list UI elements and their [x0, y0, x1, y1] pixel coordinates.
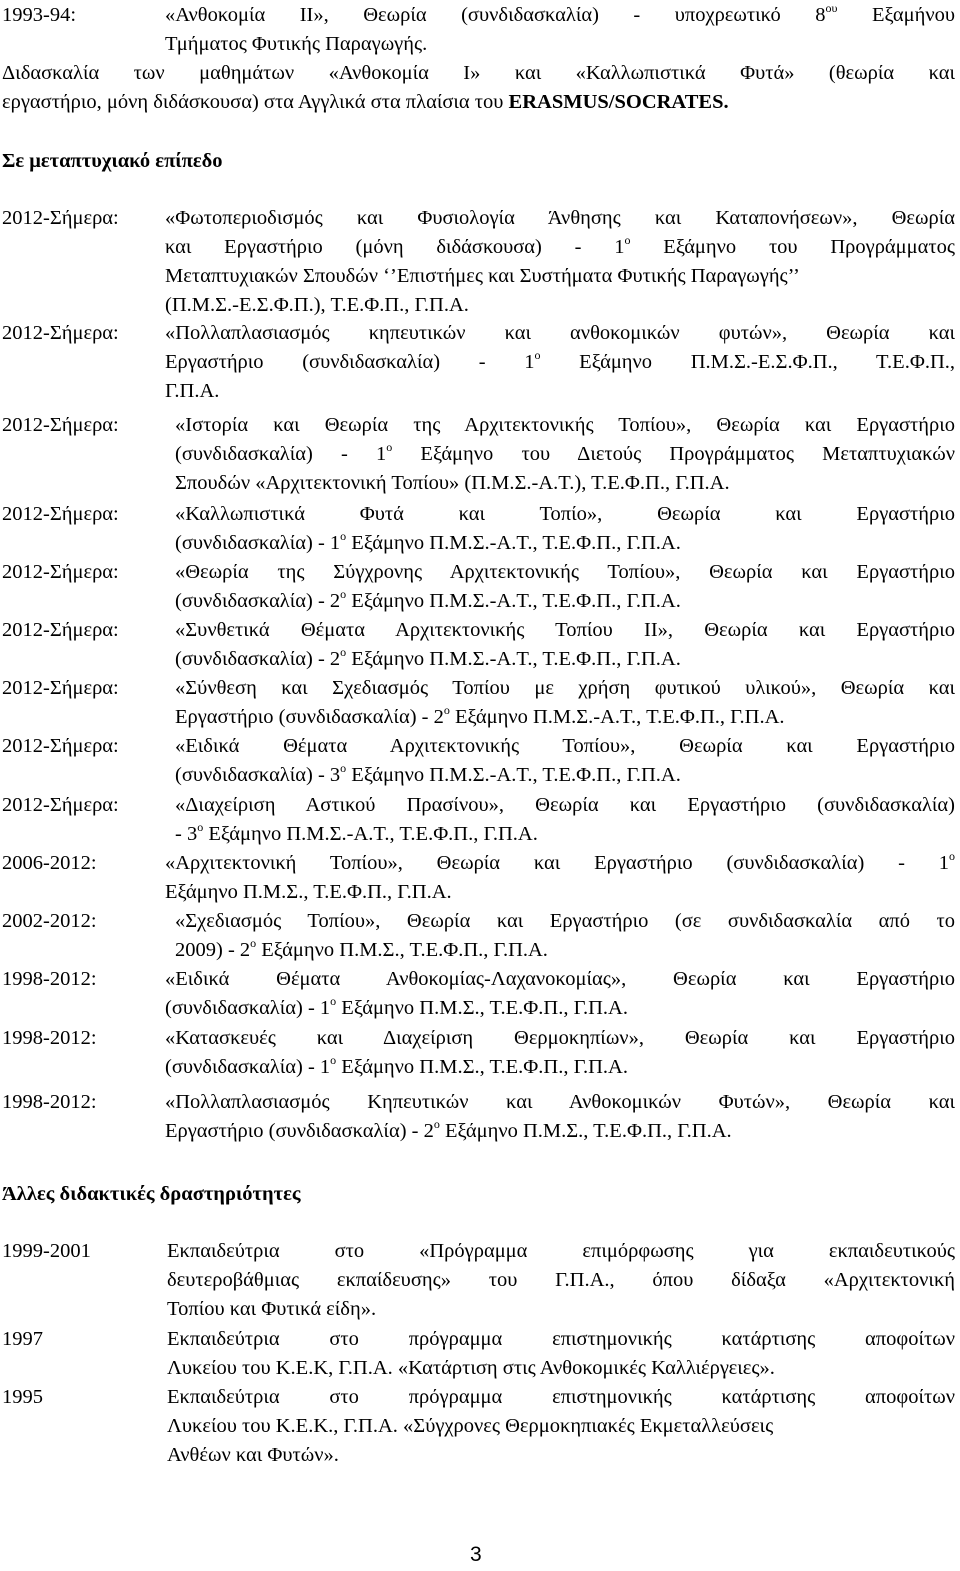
- entry-text-line: δευτεροβάθμιας εκπαίδευσης» του Γ.Π.Α., όπου δίδαξα «Αρχιτεκτονική: [167, 1269, 955, 1291]
- entry-label: 2012-Σήμερα:: [2, 561, 119, 583]
- entry-text-line: «Ιστορία και Θεωρία της Αρχιτεκτονικής Τοπίου», Θεωρία και Εργαστήριο: [175, 414, 955, 436]
- entry-text-line: $(\sigma\upsilon\nu\delta\iota\delta\alpha\sigma\kappa\alpha\lambda ί\alpha) - 1^o$ Εξάμηνο Π.Μ.Σ.-Α.Τ., Τ.Ε.Φ.Π., Γ.Π.Α.: [175, 529, 681, 554]
- entry-text-line: «Σχεδιασμός Τοπίου», Θεωρία και Εργαστήριο (σε συνδιδασκαλία από το: [175, 910, 955, 932]
- entry-text-line: Εκπαιδεύτρια στο πρόγραμμα επιστημονικής κατάρτισης αποφοίτων: [167, 1328, 955, 1350]
- entry-text-line: «Αρχιτεκτονική Τοπίου», Θεωρία και Εργαστήριο $(\sigma\upsilon\nu\delta\iota\delta\alpha\sigma\kappa\alpha\lambda ί\alpha) - 1^o$: [165, 849, 955, 874]
- entry-text-line: Εκπαιδεύτρια στο «Πρόγραμμα επιμόρφωσης για εκπαιδευτικούς: [167, 1240, 955, 1262]
- entry-label: 1998-2012:: [2, 1091, 97, 1113]
- entry-text-line: $(\sigma\upsilon\nu\delta\iota\delta\alpha\sigma\kappa\alpha\lambda ί\alpha) - 2^o$ Εξάμηνο Π.Μ.Σ.-Α.Τ., Τ.Ε.Φ.Π., Γ.Π.Α.: [175, 587, 681, 612]
- entry-label: 2006-2012:: [2, 852, 97, 874]
- entry-text-line: $(\sigma\upsilon\nu\delta\iota\delta\alpha\sigma\kappa\alpha\lambda ί\alpha) - 1^o$ Εξάμηνο του Διετούς Προγράμματος Μεταπτυχιακών: [175, 440, 955, 465]
- entry-text-line: «Συνθετικά Θέματα Αρχιτεκτονικής Τοπίου ΙΙ», Θεωρία και Εργαστήριο: [175, 619, 955, 641]
- entry-text-line: «Κατασκευές και Διαχείριση Θερμοκηπίων», Θεωρία και Εργαστήριο: [165, 1027, 955, 1049]
- entry-text-line: $(\sigma\upsilon\nu\delta\iota\delta\alpha\sigma\kappa\alpha\lambda ί\alpha) - 1^o$ Εξάμηνο Π.Μ.Σ., Τ.Ε.Φ.Π., Γ.Π.Α.: [165, 994, 628, 1019]
- entry-text-line: (Π.Μ.Σ.-Ε.Σ.Φ.Π.), Τ.Ε.Φ.Π., Γ.Π.Α.: [165, 294, 469, 316]
- entry-label: 1995: [2, 1386, 43, 1408]
- entry-label: 2012-Σήμερα:: [2, 619, 119, 641]
- entry-label: 1999-2001: [2, 1240, 91, 1262]
- entry-text-line: «Καλλωπιστικά Φυτά και Τοπίο», Θεωρία και Εργαστήριο: [175, 503, 955, 525]
- entry-text-line: Μεταπτυχιακών Σπουδών ‘’Επιστήμες και Συστήματα Φυτικής Παραγωγής’’: [165, 265, 800, 287]
- entry-text-line: $(\sigma\upsilon\nu\delta\iota\delta\alpha\sigma\kappa\alpha\lambda ί\alpha) - 3^o$ Εξάμηνο Π.Μ.Σ.-Α.Τ., Τ.Ε.Φ.Π., Γ.Π.Α.: [175, 761, 681, 786]
- entry-text-line: Εκπαιδεύτρια στο πρόγραμμα επιστημονικής κατάρτισης αποφοίτων: [167, 1386, 955, 1408]
- entry-text-line: $(\sigma\upsilon\nu\delta\iota\delta\alpha\sigma\kappa\alpha\lambda ί\alpha) - 2^o$ Εξάμηνο Π.Μ.Σ.-Α.Τ., Τ.Ε.Φ.Π., Γ.Π.Α.: [175, 645, 681, 670]
- entry-text-line: «Πολλαπλασιασμός Κηπευτικών και Ανθοκομικών Φυτών», Θεωρία και: [165, 1091, 955, 1113]
- entry-label: 1993-94:: [2, 4, 77, 26]
- entry-text-line: - $3^o$ Εξάμηνο Π.Μ.Σ.-Α.Τ., Τ.Ε.Φ.Π., Γ.Π.Α.: [175, 820, 538, 845]
- entry-label: 2012-Σήμερα:: [2, 207, 119, 229]
- page-number: 3: [470, 1543, 482, 1566]
- entry-text-line: Γ.Π.Α.: [165, 380, 220, 402]
- section-heading-postgraduate: Σε μεταπτυχιακό επίπεδο: [2, 150, 223, 172]
- entry-text-line: Εργαστήριο $(\sigma\upsilon\nu\delta\iota\delta\alpha\sigma\kappa\alpha\lambda ί\alpha) - 1^o$ Εξάμηνο Π.Μ.Σ.-Ε.Σ.Φ.Π., Τ.Ε.Φ.Π.,: [165, 348, 955, 373]
- entry-label: 1998-2012:: [2, 1027, 97, 1049]
- entry-label: 1997: [2, 1328, 43, 1350]
- entry-text-line: $2009) - 2^o$ Εξάμηνο Π.Μ.Σ., Τ.Ε.Φ.Π., Γ.Π.Α.: [175, 936, 548, 961]
- entry-text-line: «Φωτοπεριοδισμός και Φυσιολογία Άνθησης και Καταπονήσεων», Θεωρία: [165, 207, 955, 229]
- entry-label: 2012-Σήμερα:: [2, 322, 119, 344]
- entry-text-line: Τμήματος Φυτικής Παραγωγής.: [165, 33, 428, 55]
- entry-text-line: Σπουδών «Αρχιτεκτονική Τοπίου» (Π.Μ.Σ.-Α.Τ.), Τ.Ε.Φ.Π., Γ.Π.Α.: [175, 472, 730, 494]
- entry-text-line: εργαστήριο, μόνη διδάσκουσα) στα Αγγλικά στα πλαίσια του ERASMUS/SOCRATES.: [2, 91, 729, 113]
- entry-text-line: Εργαστήριο $(\sigma\upsilon\nu\delta\iota\delta\alpha\sigma\kappa\alpha\lambda ί\alpha) - 2^o$ Εξάμηνο Π.Μ.Σ.-Α.Τ., Τ.Ε.Φ.Π., Γ.Π.Α.: [175, 703, 785, 728]
- entry-label: 2012-Σήμερα:: [2, 794, 119, 816]
- entry-text-line: «Θεωρία της Σύγχρονης Αρχιτεκτονικής Τοπίου», Θεωρία και Εργαστήριο: [175, 561, 955, 583]
- entry-label: 2012-Σήμερα:: [2, 735, 119, 757]
- entry-text-line: Λυκείου του Κ.Ε.Κ, Γ.Π.Α. «Κατάρτιση στις Ανθοκομικές Καλλιέργειες».: [167, 1357, 775, 1379]
- entry-text-line: Εξάμηνο Π.Μ.Σ., Τ.Ε.Φ.Π., Γ.Π.Α.: [165, 881, 452, 903]
- entry-label: 1998-2012:: [2, 968, 97, 990]
- entry-label: 2002-2012:: [2, 910, 97, 932]
- entry-text-line: «Σύνθεση και Σχεδιασμός Τοπίου με χρήση φυτικού υλικού», Θεωρία και: [175, 677, 955, 699]
- entry-text-line: Ανθέων και Φυτών».: [167, 1444, 339, 1466]
- entry-label: 2012-Σήμερα:: [2, 414, 119, 436]
- entry-text-line: $(\sigma\upsilon\nu\delta\iota\delta\alpha\sigma\kappa\alpha\lambda ί\alpha) - 1^o$ Εξάμηνο Π.Μ.Σ., Τ.Ε.Φ.Π., Γ.Π.Α.: [165, 1053, 628, 1078]
- entry-label: 2012-Σήμερα:: [2, 677, 119, 699]
- entry-text-line: και Εργαστήριο (μόνη $\delta\iota\delta ά\sigma\kappa o\upsilon\sigma\alpha) - 1^o$ Εξάμηνο του Προγράμματος: [165, 233, 955, 258]
- entry-text-line: Λυκείου του Κ.Ε.Κ., Γ.Π.Α. «Σύγχρονες Θερμοκηπιακές Εκμεταλλεύσεις: [167, 1415, 774, 1437]
- entry-text-line: Τοπίου και Φυτικά είδη».: [167, 1298, 377, 1320]
- entry-text-line: Εργαστήριο $(\sigma\upsilon\nu\delta\iota\delta\alpha\sigma\kappa\alpha\lambda ί\alpha) - 2^o$ Εξάμηνο Π.Μ.Σ., Τ.Ε.Φ.Π., Γ.Π.Α.: [165, 1117, 732, 1142]
- entry-text-line: «Ειδικά Θέματα Ανθοκομίας-Λαχανοκομίας», Θεωρία και Εργαστήριο: [165, 968, 955, 990]
- entry-text-line: «Πολλαπλασιασμός κηπευτικών και ανθοκομικών φυτών», Θεωρία και: [165, 322, 955, 344]
- entry-label: 2012-Σήμερα:: [2, 503, 119, 525]
- entry-text-line: «Διαχείριση Αστικού Πρασίνου», Θεωρία και Εργαστήριο (συνδιδασκαλία): [175, 794, 955, 816]
- section-heading-other-activities: Άλλες διδακτικές δραστηριότητες: [2, 1183, 301, 1205]
- entry-text-line: «Ειδικά Θέματα Αρχιτεκτονικής Τοπίου», Θεωρία και Εργαστήριο: [175, 735, 955, 757]
- entry-text-line: «Ανθοκομία ΙΙ», Θεωρία (συνδιδασκαλία) - υποχρεωτικό $8^{o\upsilon}$ Εξαμήνου: [165, 1, 955, 26]
- entry-text-line: Διδασκαλία των μαθημάτων «Ανθοκομία Ι» και «Καλλωπιστικά Φυτά» (θεωρία και: [2, 62, 955, 84]
